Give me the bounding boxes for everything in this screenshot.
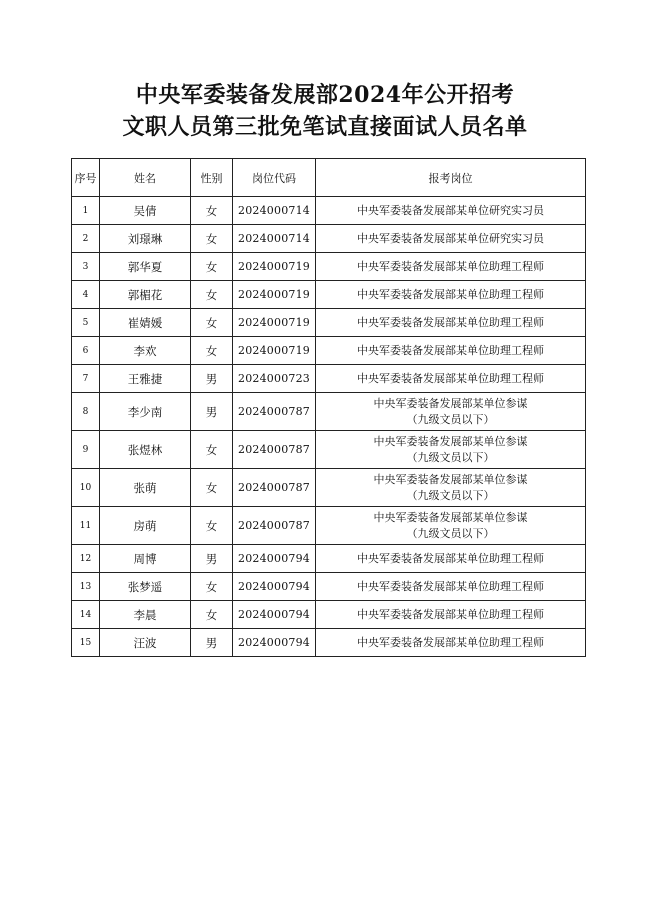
cell-gender: 女 [191,197,233,225]
cell-gender: 女 [191,309,233,337]
table-row [72,431,586,469]
cell-name: 李欢 [100,337,191,365]
cell-code: 2024000787 [233,393,316,431]
table-row [72,337,586,365]
cell-seq: 14 [72,601,100,629]
cell-position [316,431,586,469]
table-row [72,545,586,573]
cell-name: 李晨 [100,601,191,629]
cell-code: 2024000723 [233,365,316,393]
cell-position [316,337,586,365]
cell-name: 张梦遥 [100,573,191,601]
cell-gender: 男 [191,629,233,657]
cell-position [316,253,586,281]
header-code: 岗位代码 [233,159,316,197]
cell-seq: 6 [72,337,100,365]
cell-seq: 8 [72,393,100,431]
cell-gender: 女 [191,431,233,469]
position-line: 中央军委装备发展部某单位参谋 [373,472,528,486]
table-row [72,225,586,253]
position-line: （九级文员以下） [406,450,495,464]
cell-seq: 13 [72,573,100,601]
cell-name: 郭华夏 [100,253,191,281]
table-row [72,393,586,431]
cell-gender: 女 [191,253,233,281]
table-row [72,365,586,393]
cell-name: 张煜林 [100,431,191,469]
cell-name: 吴倩 [100,197,191,225]
cell-position [316,629,586,657]
cell-seq: 12 [72,545,100,573]
position-line: （九级文员以下） [406,526,495,540]
cell-name: 郭楣花 [100,281,191,309]
position-line: 中央军委装备发展部某单位研究实习员 [357,203,544,217]
cell-gender: 男 [191,365,233,393]
table-row [72,601,586,629]
table-row [72,507,586,545]
position-line: 中央军委装备发展部某单位研究实习员 [357,231,544,245]
position-line: （九级文员以下） [406,412,495,426]
position-line: 中央军委装备发展部某单位助理工程师 [357,343,544,357]
cell-code: 2024000719 [233,281,316,309]
cell-position [316,573,586,601]
header-seq: 序号 [72,159,100,197]
position-line: （九级文员以下） [406,488,495,502]
cell-name: 崔婧媛 [100,309,191,337]
position-line: 中央军委装备发展部某单位参谋 [373,434,528,448]
cell-code: 2024000794 [233,545,316,573]
table-row [72,469,586,507]
cell-code: 2024000794 [233,629,316,657]
position-line: 中央军委装备发展部某单位助理工程师 [357,371,544,385]
cell-gender: 女 [191,601,233,629]
cell-seq: 7 [72,365,100,393]
cell-gender: 女 [191,337,233,365]
cell-position [316,601,586,629]
cell-name: 刘璟琳 [100,225,191,253]
candidate-table [71,158,586,657]
cell-seq: 1 [72,197,100,225]
table-row [72,309,586,337]
cell-gender: 男 [191,393,233,431]
cell-name: 房萌 [100,507,191,545]
cell-name: 汪波 [100,629,191,657]
position-line: 中央军委装备发展部某单位助理工程师 [357,635,544,649]
cell-position [316,309,586,337]
cell-code: 2024000794 [233,573,316,601]
cell-code: 2024000719 [233,253,316,281]
cell-seq: 5 [72,309,100,337]
cell-gender: 女 [191,507,233,545]
cell-gender: 女 [191,469,233,507]
cell-code: 2024000714 [233,225,316,253]
cell-seq: 15 [72,629,100,657]
cell-position [316,197,586,225]
position-line: 中央军委装备发展部某单位助理工程师 [357,579,544,593]
cell-code: 2024000794 [233,601,316,629]
table-header-row [72,159,586,197]
cell-name: 张萌 [100,469,191,507]
page-title-line-2: 文职人员第三批免笔试直接面试人员名单 [122,114,528,140]
cell-code: 2024000719 [233,337,316,365]
cell-position [316,365,586,393]
cell-position [316,225,586,253]
position-line: 中央军委装备发展部某单位助理工程师 [357,315,544,329]
cell-position [316,469,586,507]
position-line: 中央军委装备发展部某单位助理工程师 [357,287,544,301]
position-line: 中央军委装备发展部某单位助理工程师 [357,551,544,565]
cell-gender: 女 [191,225,233,253]
cell-seq: 11 [72,507,100,545]
cell-code: 2024000714 [233,197,316,225]
table-row [72,281,586,309]
cell-position [316,281,586,309]
cell-seq: 3 [72,253,100,281]
position-line: 中央军委装备发展部某单位助理工程师 [357,259,544,273]
cell-code: 2024000787 [233,431,316,469]
table-row [72,197,586,225]
table-row [72,629,586,657]
cell-gender: 男 [191,545,233,573]
header-gender: 性别 [191,159,233,197]
cell-seq: 2 [72,225,100,253]
cell-position [316,507,586,545]
position-line: 中央军委装备发展部某单位参谋 [373,396,528,410]
cell-code: 2024000787 [233,469,316,507]
cell-seq: 4 [72,281,100,309]
page-title-line-1: 中央军委装备发展部2024年公开招考 [135,82,515,108]
cell-seq: 9 [72,431,100,469]
cell-seq: 10 [72,469,100,507]
table-row [72,253,586,281]
position-line: 中央军委装备发展部某单位参谋 [373,510,528,524]
header-name: 姓名 [100,159,191,197]
cell-position [316,545,586,573]
cell-gender: 女 [191,281,233,309]
header-position: 报考岗位 [316,159,586,197]
table-body [72,197,586,657]
cell-name: 李少南 [100,393,191,431]
cell-gender: 女 [191,573,233,601]
cell-name: 王雅捷 [100,365,191,393]
cell-position [316,393,586,431]
cell-code: 2024000719 [233,309,316,337]
cell-name: 周博 [100,545,191,573]
table-row [72,573,586,601]
position-line: 中央军委装备发展部某单位助理工程师 [357,607,544,621]
cell-code: 2024000787 [233,507,316,545]
